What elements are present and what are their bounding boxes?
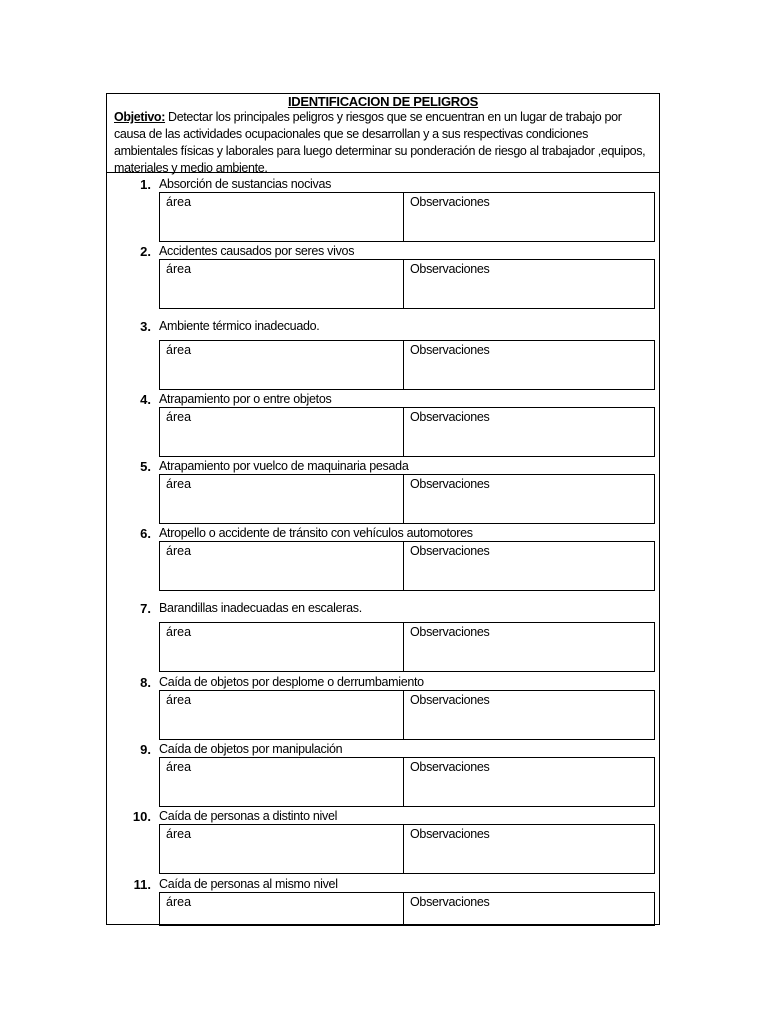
item-label: Caída de personas al mismo nivel: [159, 877, 338, 891]
item-entry-box: [159, 622, 655, 672]
item-label: Atrapamiento por o entre objetos: [159, 392, 332, 406]
objective-label: Objetivo:: [114, 110, 166, 124]
item-number: 11.: [133, 877, 151, 892]
item-label: Caída de personas a distinto nivel: [159, 809, 338, 823]
item-entry-box: [159, 690, 655, 740]
form-title: IDENTIFICACION DE PELIGROS: [287, 94, 479, 109]
item-entry-box: [159, 541, 655, 591]
item-entry-box: [159, 892, 655, 926]
item-label: Atrapamiento por vuelco de maquinaria pesada: [159, 459, 409, 473]
item-number: 5.: [140, 459, 151, 474]
area-field[interactable]: área: [160, 825, 404, 873]
item-label: Accidentes causados por seres vivos: [159, 244, 355, 258]
observations-field[interactable]: Observaciones: [410, 693, 490, 707]
area-field[interactable]: área: [160, 758, 404, 806]
item-number: 4.: [140, 392, 151, 407]
item-number: 9.: [140, 742, 151, 757]
item-number: 1.: [140, 177, 151, 192]
item-entry-box: [159, 407, 655, 457]
observations-field[interactable]: Observaciones: [410, 544, 490, 558]
observations-field[interactable]: Observaciones: [410, 262, 490, 276]
area-field[interactable]: área: [160, 475, 404, 523]
area-field[interactable]: área: [160, 691, 404, 739]
item-entry-box: [159, 757, 655, 807]
observations-field[interactable]: Observaciones: [410, 195, 490, 209]
observations-field[interactable]: Observaciones: [410, 895, 490, 909]
item-number: 8.: [140, 675, 151, 690]
item-number: 6.: [140, 526, 151, 541]
item-label: Absorción de sustancias nocivas: [159, 177, 332, 191]
observations-field[interactable]: Observaciones: [410, 760, 490, 774]
item-entry-box: [159, 824, 655, 874]
hazard-identification-form: [106, 93, 660, 925]
observations-field[interactable]: Observaciones: [410, 410, 490, 424]
item-entry-box: [159, 340, 655, 390]
observations-field[interactable]: Observaciones: [410, 625, 490, 639]
area-field[interactable]: área: [160, 408, 404, 456]
item-entry-box: [159, 259, 655, 309]
observations-field[interactable]: Observaciones: [410, 343, 490, 357]
item-number: 2.: [140, 244, 151, 259]
item-entry-box: [159, 474, 655, 524]
objective-text: Detectar los principales peligros y riesgos que se encuentran en un lugar de trabajo por causa de las actividades ocupacionales que se desarrollan y a sus respectivas condiciones ambientales físicas y laborales para luego determinar su ponderación de riesgo al trabajador ,equipos, materiales y medio ambiente.: [114, 110, 646, 175]
item-label: Barandillas inadecuadas en escaleras.: [159, 601, 362, 615]
item-label: Ambiente térmico inadecuado.: [159, 319, 320, 333]
item-label: Caída de objetos por manipulación: [159, 742, 343, 756]
item-number: 7.: [140, 601, 151, 616]
item-label: Caída de objetos por desplome o derrumbamiento: [159, 675, 424, 689]
item-entry-box: [159, 192, 655, 242]
area-field[interactable]: área: [160, 893, 404, 925]
area-field[interactable]: área: [160, 260, 404, 308]
area-field[interactable]: área: [160, 193, 404, 241]
item-number: 3.: [140, 319, 151, 334]
objective-paragraph: [114, 109, 654, 177]
area-field[interactable]: área: [160, 341, 404, 389]
item-number: 10.: [132, 809, 151, 824]
observations-field[interactable]: Observaciones: [410, 477, 490, 491]
area-field[interactable]: área: [160, 542, 404, 590]
form-header: [107, 94, 659, 173]
item-label: Atropello o accidente de tránsito con vehículos automotores: [159, 526, 473, 540]
area-field[interactable]: área: [160, 623, 404, 671]
observations-field[interactable]: Observaciones: [410, 827, 490, 841]
